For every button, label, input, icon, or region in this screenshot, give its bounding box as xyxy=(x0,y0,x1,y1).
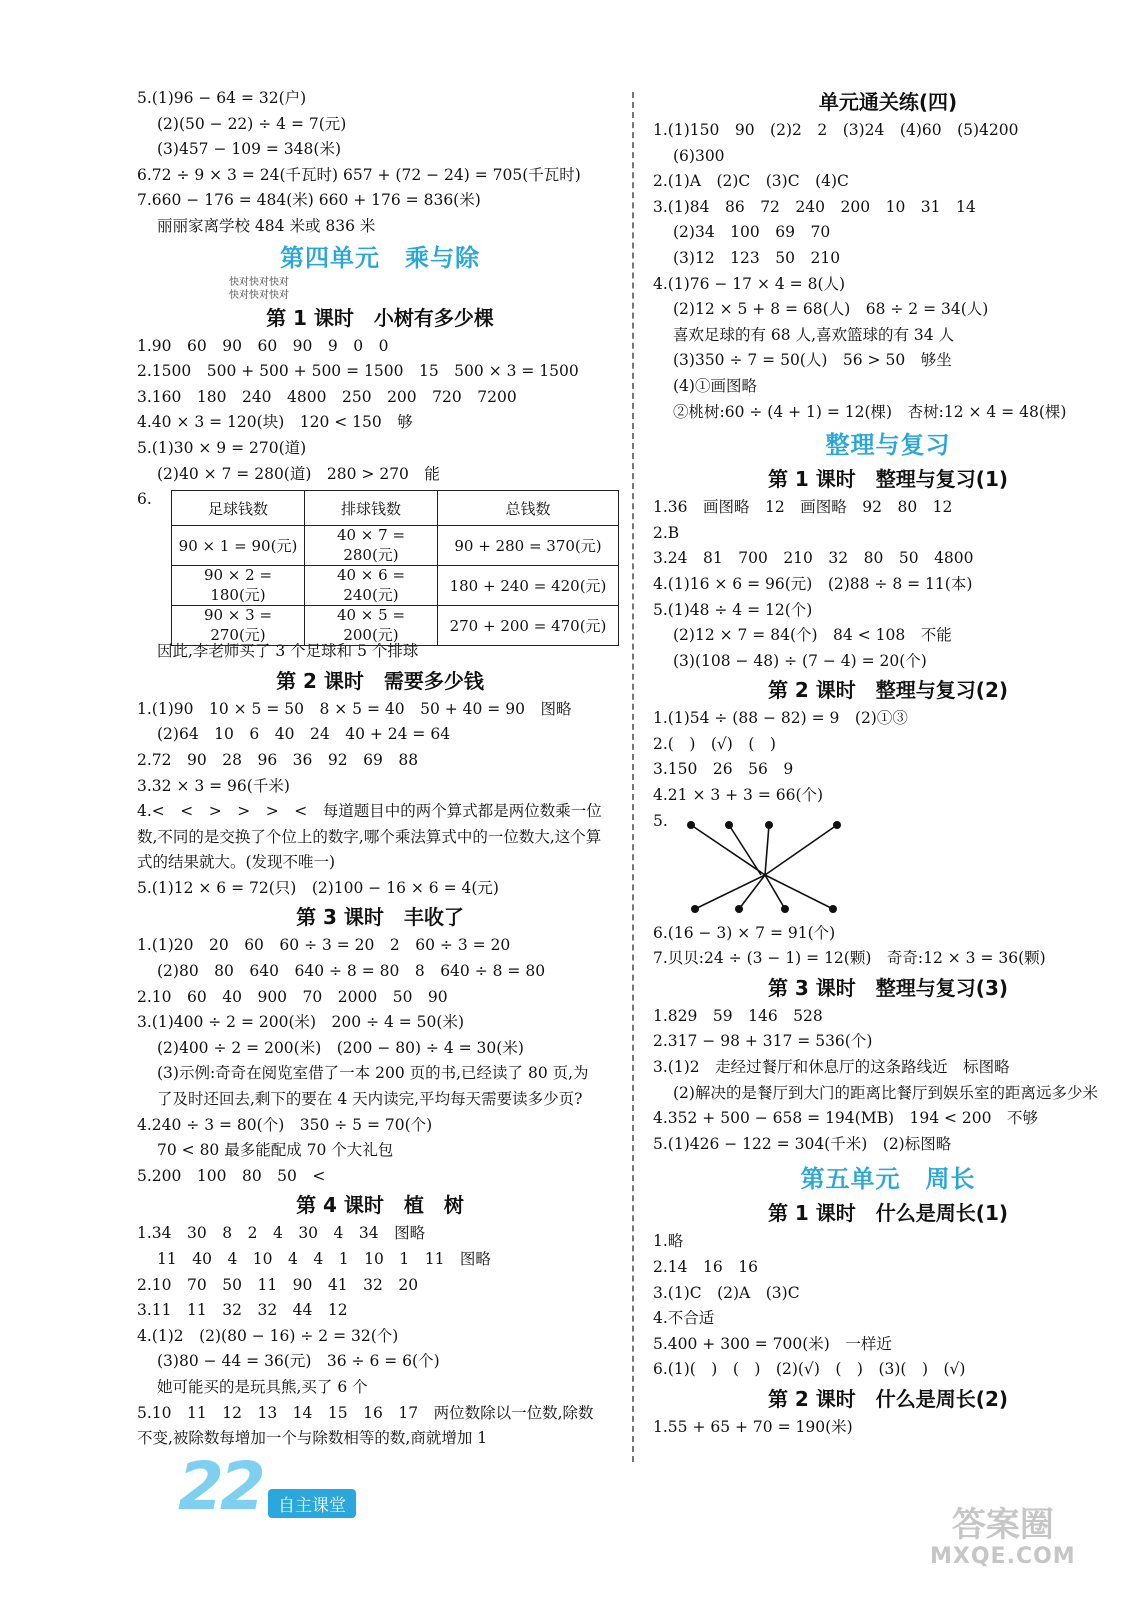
answer-line: 2.1500 500 + 500 + 500 = 1500 15 500 × 3 = 1500 xyxy=(137,362,579,381)
unit4-title: 第四单元 乘与除 xyxy=(280,243,480,272)
answer-line: (2)(50 − 22) ÷ 4 = 7(元) xyxy=(157,114,347,133)
match-dot xyxy=(725,821,733,829)
answer-line: 2.14 16 16 xyxy=(653,1258,758,1276)
answer-line: 2.10 70 50 11 90 41 32 20 xyxy=(137,1275,419,1294)
match-dot xyxy=(687,821,695,829)
watermark-line-1: 答案圈 xyxy=(951,1505,1054,1545)
answer-line: 5.200 100 80 50 < xyxy=(137,1166,326,1185)
answer-line: 4.(1)2 (2)(80 − 16) ÷ 2 = 32(个) xyxy=(137,1326,399,1345)
answer-line: 1.略 xyxy=(653,1232,684,1251)
unit5-lesson2-lines xyxy=(653,1415,1123,1441)
answer-line: 她可能买的是玩具熊,买了 6 个 xyxy=(157,1377,368,1396)
answer-line: 3.150 26 56 9 xyxy=(653,760,794,779)
lesson3-q3-3: (3)示例:奇奇在阅览室借了一本 200 页的书,已经读了 80 页,为了及时还回去,剩下的要在 4 天内读完,平均每天需要读多少页? xyxy=(157,1064,589,1109)
review-unit-title: 整理与复习 xyxy=(825,431,951,460)
review2-more xyxy=(653,921,1123,972)
page-number: 22 xyxy=(178,1448,262,1525)
right-column xyxy=(653,86,1123,1441)
watermark-logo xyxy=(930,1506,1076,1570)
answer-line: 3.(1)400 ÷ 2 = 200(米) 200 ÷ 4 = 50(米) xyxy=(137,1013,464,1032)
lesson4-q5: 5.10 11 12 13 14 15 16 17 两位数除以一位数,除数不变,被除数每增加一个与除数相等的数,商就增加 1 xyxy=(137,1403,594,1448)
answer-line: (2)80 80 640 640 ÷ 8 = 80 8 640 ÷ 8 = 80 xyxy=(157,962,546,981)
answer-line: 1.829 59 146 528 xyxy=(653,1006,823,1025)
answer-line: 5.(1)30 × 9 = 270(道) xyxy=(137,438,307,457)
answer-line: 6.(1)( ) ( ) (2)(√) ( ) (3)( ) (√) xyxy=(653,1360,966,1379)
answer-line: 7.660 − 176 = 484(米) 660 + 176 = 836(米) xyxy=(137,191,481,210)
table-row xyxy=(172,526,619,566)
answer-line: 6.(16 − 3) × 7 = 91(个) xyxy=(653,923,836,942)
lesson1-lines xyxy=(137,334,623,488)
match-dot xyxy=(829,905,837,913)
match-line xyxy=(739,875,765,909)
answer-line: 2.72 90 28 96 36 92 69 88 xyxy=(137,750,419,769)
handwriting-line-1: 快对快对快对 xyxy=(229,276,289,288)
answer-line: ②桃树:60 ÷ (4 + 1) = 12(棵) 杏树:12 × 4 = 48(棵) xyxy=(673,402,1067,421)
review2-lines xyxy=(653,706,1123,808)
lesson3-lines xyxy=(137,933,623,1061)
table-cell: 40 × 5 = 200(元) xyxy=(305,606,438,646)
lesson1-title: 第 1 课时 小树有多少棵 xyxy=(266,305,494,330)
answer-line: 70 < 80 最多能配成 70 个大礼包 xyxy=(157,1141,394,1160)
answer-line: 1.34 30 8 2 4 30 4 34 图略 xyxy=(137,1224,426,1243)
answer-line: 2.( ) (√) ( ) xyxy=(653,734,776,753)
matching-lines-graphic xyxy=(673,817,853,917)
unit5-title: 第五单元 周长 xyxy=(800,1165,976,1194)
match-line xyxy=(765,825,837,875)
answer-line: 3.160 180 240 4800 250 200 720 7200 xyxy=(137,387,517,406)
answer-line: 3.24 81 700 210 32 80 50 4800 xyxy=(653,549,974,568)
lesson2-lines xyxy=(137,697,623,799)
answer-line: 5.400 + 300 = 700(米) 一样近 xyxy=(653,1334,892,1353)
table-row xyxy=(172,566,619,606)
table-cell: 90 + 280 = 370(元) xyxy=(438,526,619,566)
table-cell: 40 × 6 = 240(元) xyxy=(305,566,438,606)
answer-line: 3.(1)2 走经过餐厅和休息厅的这条路线近 标图略 xyxy=(653,1058,1010,1077)
question6-conclusion: 因此,李老师买了 3 个足球和 5 个排球 xyxy=(157,642,419,661)
answer-line: (2)40 × 7 = 280(道) 280 > 270 能 xyxy=(157,464,440,483)
answer-line: (3)350 ÷ 7 = 50(人) 56 > 50 够坐 xyxy=(673,351,952,370)
review4-title: 单元通关练(四) xyxy=(818,90,958,114)
unit5-lesson1-lines xyxy=(653,1229,1123,1383)
match-dot xyxy=(765,821,773,829)
match-dot xyxy=(781,905,789,913)
answer-line: (3)457 − 109 = 348(米) xyxy=(157,140,341,159)
table-cell: 270 + 200 = 470(元) xyxy=(438,606,619,646)
matching-diagram xyxy=(653,809,1123,921)
review3-q3-2: (2)解决的是餐厅到大门的距离比餐厅到娱乐室的距离远多少米 xyxy=(673,1083,1098,1102)
answer-line: (3)12 123 50 210 xyxy=(673,248,841,267)
review1-title: 第 1 课时 整理与复习(1) xyxy=(767,467,1009,492)
answer-line: (2)34 100 69 70 xyxy=(673,223,831,242)
table-header-football: 足球钱数 xyxy=(172,491,305,526)
lesson4-lines xyxy=(137,1221,623,1400)
answer-line: 3.(1)C (2)A (3)C xyxy=(653,1283,800,1302)
answer-line: 2.(1)A (2)C (3)C (4)C xyxy=(653,172,849,191)
lesson3-title: 第 3 课时 丰收了 xyxy=(296,905,464,930)
left-column xyxy=(137,86,623,1452)
table-header-volleyball: 排球钱数 xyxy=(305,491,438,526)
footer-label: 自主课堂 xyxy=(268,1489,356,1518)
match-dot xyxy=(691,905,699,913)
match-line xyxy=(729,825,761,875)
answer-line: 2.10 60 40 900 70 2000 50 90 xyxy=(137,987,448,1006)
match-dot xyxy=(735,905,743,913)
table-cell: 40 × 7 = 280(元) xyxy=(305,526,438,566)
lesson4-title: 第 4 课时 植 树 xyxy=(296,1193,464,1218)
answer-line: 3.32 × 3 = 96(千米) xyxy=(137,776,290,795)
answer-line: 3.11 11 32 32 44 12 xyxy=(137,1301,348,1320)
review2-title: 第 2 课时 整理与复习(2) xyxy=(767,678,1009,703)
match-line xyxy=(695,875,765,909)
answer-line: 5.(1)48 ÷ 4 = 12(个) xyxy=(653,600,813,619)
answer-line: 1.55 + 65 + 70 = 190(米) xyxy=(653,1417,853,1436)
answer-line: 4.40 × 3 = 120(块) 120 < 150 够 xyxy=(137,413,413,432)
answer-line: (6)300 xyxy=(673,146,725,165)
answer-line: 4.240 ÷ 3 = 80(个) 350 ÷ 5 = 70(个) xyxy=(137,1115,433,1134)
table-cell: 180 + 240 = 420(元) xyxy=(438,566,619,606)
unit5-lesson2-title: 第 2 课时 什么是周长(2) xyxy=(767,1386,1009,1411)
table-row xyxy=(172,606,619,646)
answer-line: 4.21 × 3 + 3 = 66(个) xyxy=(653,786,824,805)
answer-line: (2)12 × 7 = 84(个) 84 < 108 不能 xyxy=(673,626,952,645)
question6-table-block xyxy=(137,487,623,645)
column-divider xyxy=(632,92,634,1462)
answer-line: 喜欢足球的有 68 人,喜欢篮球的有 34 人 xyxy=(673,325,955,344)
answer-line: 1.90 60 90 60 90 9 0 0 xyxy=(137,336,389,355)
answer-line: 6.72 ÷ 9 × 3 = 24(千瓦时) 657 + (72 − 24) = 705(千瓦时) xyxy=(137,165,581,184)
answer-line: (2)12 × 5 + 8 = 68(人) 68 ÷ 2 = 34(人) xyxy=(673,300,989,319)
answer-line: 7.贝贝:24 ÷ (3 − 1) = 12(颗) 奇奇:12 × 3 = 36(颗) xyxy=(653,949,1046,968)
answer-line: 4.352 + 500 − 658 = 194(MB) 194 < 200 不够 xyxy=(653,1109,1039,1128)
lesson2-title: 第 2 课时 需要多少钱 xyxy=(276,668,484,693)
review1-lines xyxy=(653,495,1123,674)
answer-line: 4.(1)76 − 17 × 4 = 8(人) xyxy=(653,274,846,293)
answer-line: (3)80 − 44 = 36(元) 36 ÷ 6 = 6(个) xyxy=(157,1352,440,1371)
review3-more xyxy=(653,1106,1123,1157)
answer-line: 1.36 画图略 12 画图略 92 80 12 xyxy=(653,498,953,517)
review3-lines xyxy=(653,1004,1123,1081)
answer-line: 11 40 4 10 4 4 1 10 1 11 图略 xyxy=(157,1250,491,1268)
match-dot xyxy=(833,821,841,829)
question6-label: 6. xyxy=(137,490,152,509)
top-lines xyxy=(137,86,623,240)
answer-line: 1.(1)90 10 × 5 = 50 8 × 5 = 40 50 + 40 = 90 图略 xyxy=(137,699,572,718)
answer-line: 3.(1)84 86 72 240 200 10 31 14 xyxy=(653,197,976,216)
match-line xyxy=(691,825,765,875)
answer-line: 1.(1)20 20 60 60 ÷ 3 = 20 2 60 ÷ 3 = 20 xyxy=(137,936,511,955)
table-header-total: 总钱数 xyxy=(438,491,619,526)
unit5-lesson1-title: 第 1 课时 什么是周长(1) xyxy=(767,1201,1009,1226)
answer-line: 2.317 − 98 + 317 = 536(个) xyxy=(653,1032,873,1051)
lesson3-more xyxy=(137,1113,623,1190)
review4-lines xyxy=(653,118,1123,425)
answer-line: (2)400 ÷ 2 = 200(米) (200 − 80) ÷ 4 = 30(米) xyxy=(157,1038,524,1057)
answer-line: (3)(108 − 48) ÷ (7 − 4) = 20(个) xyxy=(673,651,927,670)
table-cell: 90 × 3 = 270(元) xyxy=(172,606,305,646)
answer-line: 2.B xyxy=(653,523,680,542)
lesson2-q4: 4.< < > > > < 每道题目中的两个算式都是两位数乘一位数,不同的是交换了个位上的数字,哪个乘法算式中的一位数大,这个算式的结果就大。(发现不唯一) xyxy=(137,802,602,872)
handwriting-line-2: 快对快对快对 xyxy=(229,289,289,301)
answer-line: 5.(1)96 − 64 = 32(户) xyxy=(137,89,307,107)
answer-line: 丽丽家离学校 484 米或 836 米 xyxy=(157,216,376,235)
answer-line: 5.(1)426 − 122 = 304(千米) (2)标图略 xyxy=(653,1134,952,1153)
lesson2-q5: 5.(1)12 × 6 = 72(只) (2)100 − 16 × 6 = 4(元) xyxy=(137,878,499,897)
table-cell: 90 × 1 = 90(元) xyxy=(172,526,305,566)
watermark-line-2: MXQE.COM xyxy=(930,1544,1076,1569)
table-cell: 90 × 2 = 180(元) xyxy=(172,566,305,606)
answer-line: 1.(1)150 90 (2)2 2 (3)24 (4)60 (5)4200 xyxy=(653,121,1019,139)
answer-line: (4)①画图略 xyxy=(673,376,757,395)
review3-title: 第 3 课时 整理与复习(3) xyxy=(767,975,1009,1000)
match-line xyxy=(765,825,769,875)
answer-line: 4.(1)16 × 6 = 96(元) (2)88 ÷ 8 = 11(本) xyxy=(653,574,973,593)
answer-line: 1.(1)54 ÷ (88 − 82) = 9 (2)①③ xyxy=(653,709,908,728)
money-table xyxy=(171,490,619,646)
answer-line: (2)64 10 6 40 24 40 + 24 = 64 xyxy=(157,725,451,744)
matching-label: 5. xyxy=(653,811,668,830)
answer-line: 4.不合适 xyxy=(653,1309,715,1328)
